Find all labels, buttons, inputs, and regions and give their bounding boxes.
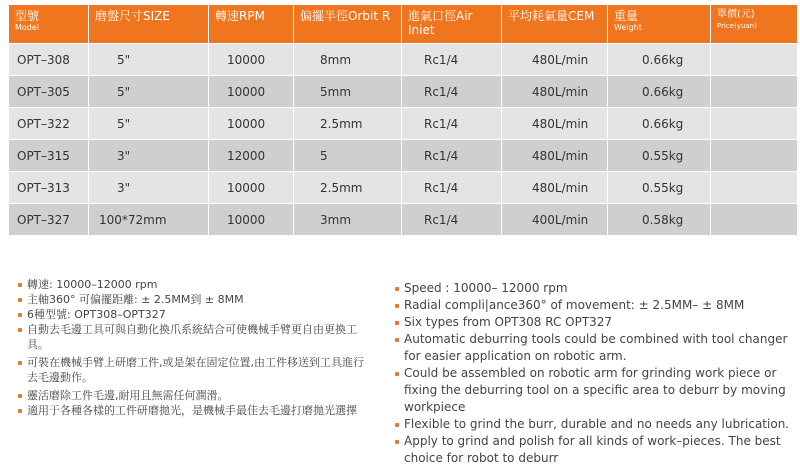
cell-air-consumption: 480L/min: [502, 75, 608, 107]
cell-air-consumption: 480L/min: [502, 43, 608, 75]
cell-orbit: 2.5mm: [294, 107, 402, 139]
header-air-consumption: [502, 5, 608, 43]
table-row: [9, 139, 797, 171]
cell-weight: 0.55kg: [608, 171, 711, 203]
header-weight: [608, 5, 711, 43]
header-air-inlet-zh: 進氣口徑Air Iniet: [408, 9, 473, 37]
feature-item-zh: 主軸360° 可偏擺距離: ± 2.5MM到 ± 8MM: [18, 292, 373, 307]
header-rpm-zh: 轉速RPM: [215, 9, 265, 23]
header-orbit: [294, 5, 402, 43]
cell-weight: 0.58kg: [608, 203, 711, 235]
cell-model: OPT–308: [9, 43, 89, 75]
table-row: [9, 75, 797, 107]
table-row: [9, 43, 797, 75]
feature-item-en: Could be assembled on robotic arm for grinding work piece or fixing the deburring tool on a specific area to deburr by moving workpiece: [395, 365, 795, 416]
cell-rpm: 10000: [209, 171, 294, 203]
cell-air-consumption: 480L/min: [502, 139, 608, 171]
cell-air-inlet: Rc1/4: [402, 171, 502, 203]
cell-model: OPT–305: [9, 75, 89, 107]
cell-price: [711, 139, 797, 171]
header-price-zh: 單價(元): [717, 9, 755, 20]
cell-air-consumption: 480L/min: [502, 171, 608, 203]
cell-air-inlet: Rc1/4: [402, 203, 502, 235]
header-size: [89, 5, 209, 43]
cell-size: 3": [89, 171, 209, 203]
cell-weight: 0.66kg: [608, 107, 711, 139]
cell-weight: 0.66kg: [608, 43, 711, 75]
feature-item-en: Automatic deburring tools could be combined with tool changer for easier application on robotic arm.: [395, 331, 795, 365]
table-row: [9, 171, 797, 203]
feature-item-zh: 適用于各種各樣的工件研磨拋光，是機械手最佳去毛邊打磨拋光選擇: [18, 403, 373, 418]
cell-model: OPT–322: [9, 107, 89, 139]
feature-item-en: Six types from OPT308 RC OPT327: [395, 314, 795, 331]
header-air-consumption-zh: 平均耗氣量CEM: [508, 9, 595, 23]
cell-price: [711, 203, 797, 235]
cell-size: 100*72mm: [89, 203, 209, 235]
cell-rpm: 12000: [209, 139, 294, 171]
header-air-inlet: [402, 5, 502, 43]
cell-orbit: 2.5mm: [294, 171, 402, 203]
spec-table: [9, 5, 797, 235]
table-row: [9, 107, 797, 139]
feature-item-zh: 自動去毛邊工具可與自動化換爪系統結合可使機械手臂更自由更換工具。: [18, 322, 373, 352]
features-list-en: [395, 280, 795, 464]
feature-item-zh: 靈活磨除工件毛邊,耐用且無需任何潤滑。: [18, 388, 373, 403]
cell-air-inlet: Rc1/4: [402, 43, 502, 75]
cell-price: [711, 43, 797, 75]
cell-air-inlet: Rc1/4: [402, 139, 502, 171]
header-model-en: Model: [15, 23, 40, 32]
cell-price: [711, 171, 797, 203]
cell-size: 3": [89, 139, 209, 171]
header-weight-zh: 重量: [614, 9, 639, 23]
header-rpm: [209, 5, 294, 43]
table-row: [9, 203, 797, 235]
cell-size: 5": [89, 43, 209, 75]
cell-size: 5": [89, 75, 209, 107]
cell-rpm: 10000: [209, 75, 294, 107]
feature-item-en: Radial compli|ance360° of movement: ± 2.5MM– ± 8MM: [395, 297, 795, 314]
header-weight-en: Weight: [614, 23, 642, 32]
feature-item-en: Apply to grind and polish for all kinds of work–pieces. The best choice for robot to deburr: [395, 433, 795, 464]
features-list-zh: [18, 277, 373, 418]
feature-item-en: Flexible to grind the burr, durable and no needs any lubrication.: [395, 416, 795, 433]
cell-orbit: 8mm: [294, 43, 402, 75]
cell-air-inlet: Rc1/4: [402, 107, 502, 139]
cell-air-consumption: 480L/min: [502, 107, 608, 139]
header-model-zh: 型號: [15, 9, 40, 23]
cell-weight: 0.55kg: [608, 139, 711, 171]
feature-item-zh: 可裝在機械手臂上研磨工件,或是架在固定位置,由工件移送到工具進行去毛邊動作。: [18, 355, 373, 385]
feature-item-en: Speed : 10000– 12000 rpm: [395, 280, 795, 297]
header-size-zh: 磨盤尺寸SIZE: [95, 9, 170, 23]
cell-size: 5": [89, 107, 209, 139]
cell-orbit: 5: [294, 139, 402, 171]
header-price-en: Price(yuan): [717, 22, 757, 30]
header-model: [9, 5, 89, 43]
cell-rpm: 10000: [209, 203, 294, 235]
cell-air-consumption: 400L/min: [502, 203, 608, 235]
cell-rpm: 10000: [209, 43, 294, 75]
cell-model: OPT–327: [9, 203, 89, 235]
cell-orbit: 3mm: [294, 203, 402, 235]
cell-air-inlet: Rc1/4: [402, 75, 502, 107]
cell-model: OPT–313: [9, 171, 89, 203]
header-orbit-zh: 偏擺半徑Orbit R: [300, 9, 391, 23]
cell-model: OPT–315: [9, 139, 89, 171]
cell-price: [711, 107, 797, 139]
cell-orbit: 5mm: [294, 75, 402, 107]
cell-price: [711, 75, 797, 107]
feature-item-zh: 轉速: 10000–12000 rpm: [18, 277, 373, 292]
feature-item-zh: 6種型號: OPT308–OPT327: [18, 307, 373, 322]
header-price: [711, 5, 797, 43]
table-header-row: [9, 5, 797, 43]
cell-rpm: 10000: [209, 107, 294, 139]
cell-weight: 0.66kg: [608, 75, 711, 107]
